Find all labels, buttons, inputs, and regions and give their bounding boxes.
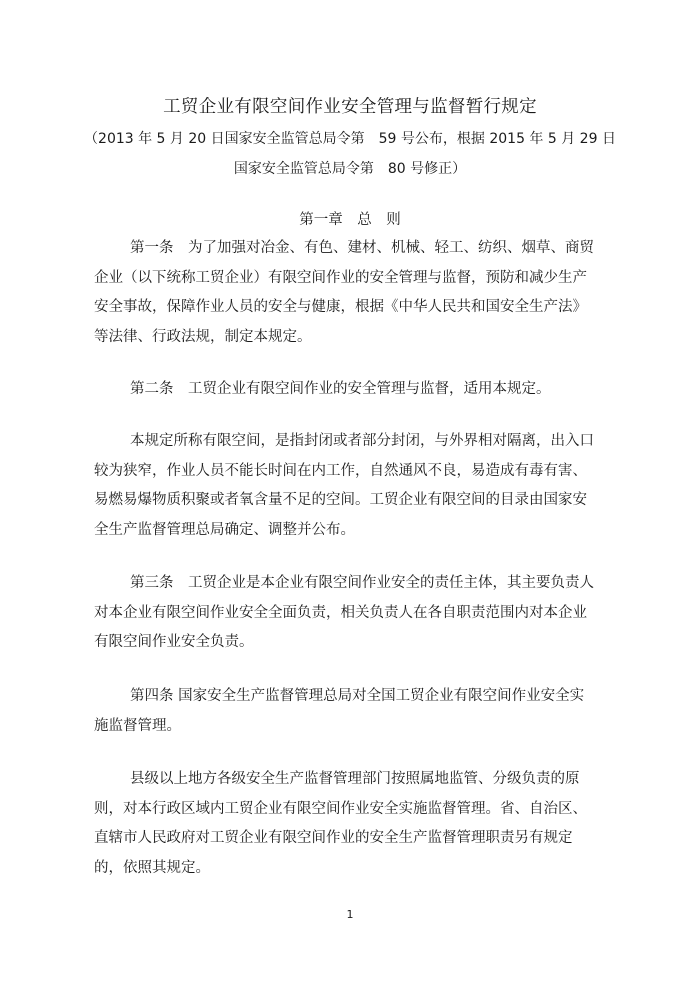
document-title: 工贸企业有限空间作业安全管理与监督暂行规定 [163, 97, 537, 117]
paragraph-line: 对本企业有限空间作业安全全面负责，相关负责人在各自职责范围内对本企业 [94, 604, 587, 621]
paragraph-line: 易燃易爆物质积聚或者氧含量不足的空间。工贸企业有限空间的目录由国家安 [94, 492, 587, 508]
article-3-paragraph [94, 569, 606, 658]
chapter-heading: 第一章 总 则 [299, 212, 401, 228]
page-number: 1 [346, 908, 354, 921]
article-4-paragraph [94, 682, 606, 741]
paragraph-line: 则，对本行政区域内工贸企业有限空间作业安全实施监督管理。省、自治区、 [94, 800, 587, 817]
paragraph-line: 第三条 工贸企业是本企业有限空间作业安全的责任主体，其主要负责人 [130, 575, 594, 591]
paragraph-line: 第二条 工贸企业有限空间作业的安全管理与监督，适用本规定。 [130, 381, 551, 397]
paragraph-line: 较为狭窄，作业人员不能长时间在内工作，自然通风不良，易造成有毒有害、 [94, 462, 587, 479]
limited-space-definition-paragraph [94, 427, 606, 545]
paragraph-line: 县级以上地方各级安全生产监督管理部门按照属地监管、分级负责的原 [130, 771, 580, 787]
paragraph-line: 等法律、行政法规，制定本规定。 [94, 328, 312, 345]
paragraph-line: 有限空间作业安全负责。 [94, 634, 254, 650]
paragraph-line: 安全事故，保障作业人员的安全与健康，根据《中华人民共和国安全生产法》 [94, 299, 587, 315]
article-2-paragraph [94, 375, 606, 405]
article-1-paragraph [94, 234, 606, 352]
document-subtitle-line1: （2013 年 5 月 20 日国家安全监管总局令第 59 号公布，根据 2015 年 5 月 29 日 [84, 131, 616, 147]
local-supervision-paragraph [94, 765, 606, 883]
paragraph-line: 第一条 为了加强对冶金、有色、建材、机械、轻工、纺织、烟草、商贸 [130, 240, 594, 256]
paragraph-line: 的，依照其规定。 [94, 859, 210, 876]
paragraph-line: 直辖市人民政府对工贸企业有限空间作业的安全生产监督管理职责另有规定 [94, 830, 573, 846]
paragraph-line: 企业（以下统称工贸企业）有限空间作业的安全管理与监督，预防和减少生产 [94, 269, 587, 286]
paragraph-line: 第四条 国家安全生产监督管理总局对全国工贸企业有限空间作业安全实 [130, 688, 585, 704]
paragraph-line: 全生产监督管理总局确定、调整并公布。 [94, 521, 355, 538]
paragraph-line: 本规定所称有限空间，是指封闭或者部分封闭，与外界相对隔离，出入口 [130, 433, 594, 449]
document-subtitle-line2: 国家安全监管总局令第 80 号修正） [233, 161, 467, 177]
paragraph-line: 施监督管理。 [94, 717, 181, 734]
